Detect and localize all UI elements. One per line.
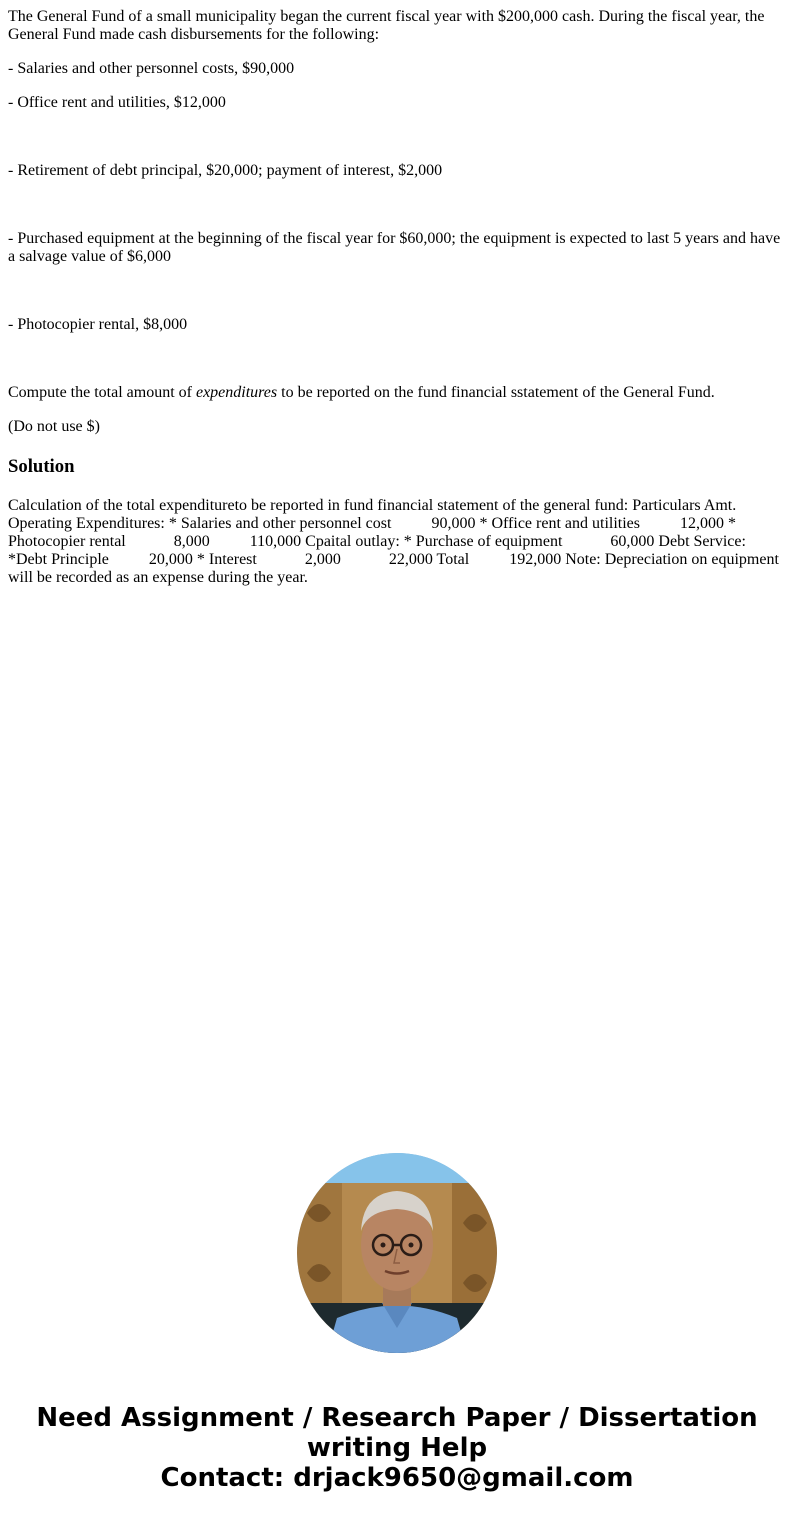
question-note: (Do not use $)	[8, 418, 100, 435]
promo-line-1: Need Assignment / Research Paper / Dissertation	[36, 1403, 758, 1433]
item-salaries: - Salaries and other personnel costs, $90,000	[8, 60, 295, 77]
question-instruction	[8, 384, 786, 402]
solution-heading: Solution	[8, 456, 75, 477]
author-portrait-image	[297, 1153, 497, 1353]
instruction-emphasis: expenditures	[195, 384, 278, 401]
item-equipment: - Purchased equipment at the beginning of the fiscal year for $60,000; the equipment is expected to last 5 years and have a salvage value of $6,000	[8, 230, 781, 265]
item-photocopier: - Photocopier rental, $8,000	[8, 316, 188, 333]
promo-line-2: writing Help	[306, 1433, 488, 1463]
item-office-rent: - Office rent and utilities, $12,000	[8, 94, 226, 111]
instruction-after: to be reported on the fund financial sstatement of the General Fund.	[277, 384, 715, 401]
question-intro: The General Fund of a small municipality began the current fiscal year with $200,000 cash. During the fiscal year, the General Fund made cash disbursements for the following:	[8, 8, 765, 43]
promo-contact: Contact: drjack9650@gmail.com	[160, 1463, 634, 1493]
promo-banner	[0, 1403, 794, 1493]
solution-text: Calculation of the total expenditureto be reported in fund financial statement of the general fund: Particulars Amt. Operating Expenditures: * Salaries and other personnel cost 90,000 * Office rent and utilities 12,000 * Photocopier rental 8,000 110,000 Cpaital outlay: * Purchase of equipment 60,000 Debt Service: *Debt Principle 20,000 * Interest 2,000 22,000 Total 192,000 Note: Depreciation on equipment will be recorded as an expense during the year.	[8, 497, 783, 586]
document-body	[8, 8, 786, 587]
author-avatar	[297, 1153, 497, 1353]
item-debt: - Retirement of debt principal, $20,000; payment of interest, $2,000	[8, 162, 443, 179]
instruction-before: Compute the total amount of	[8, 384, 196, 401]
